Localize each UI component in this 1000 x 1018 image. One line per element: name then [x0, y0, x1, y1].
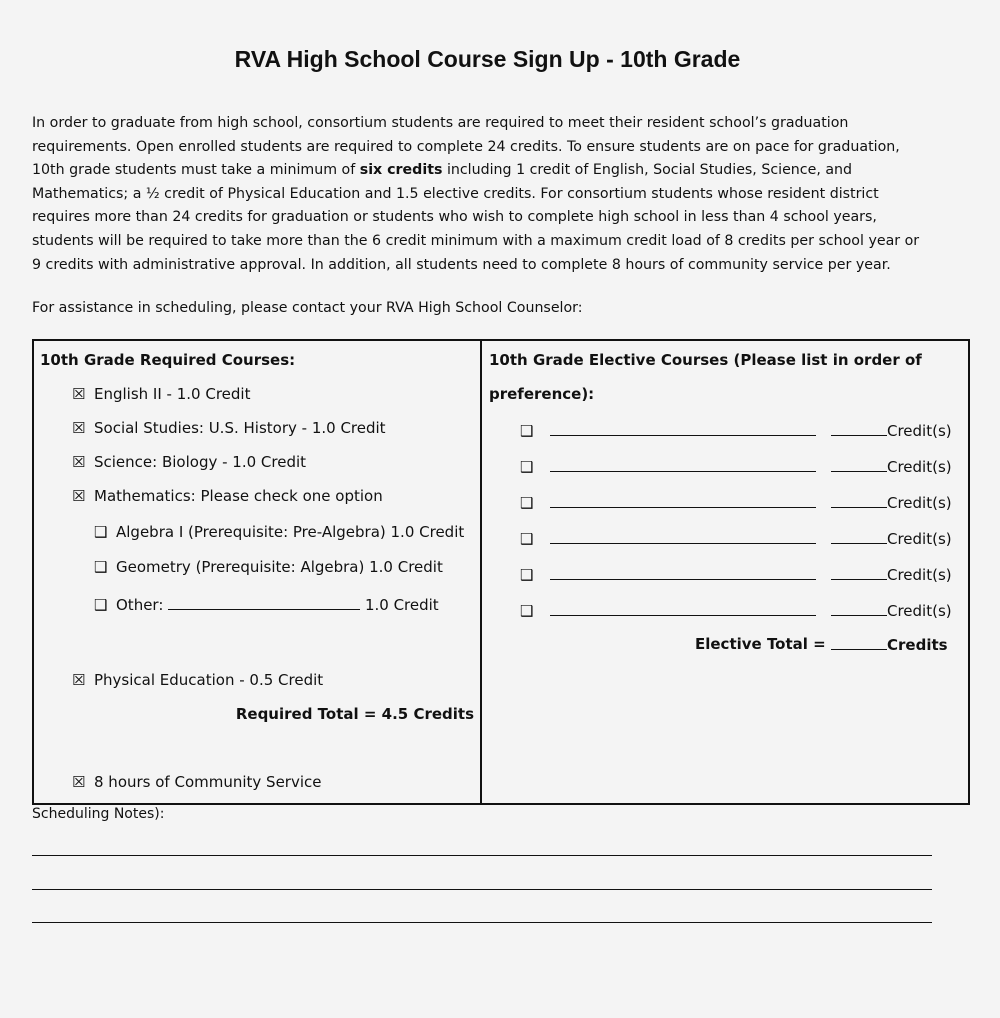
checked-box-icon[interactable]: ☒: [72, 773, 86, 791]
elective-total-label: Elective Total =: [695, 635, 826, 653]
course-table: [32, 339, 970, 805]
item-label: Algebra I (Prerequisite: Pre-Algebra) 1.0 Credit: [116, 523, 465, 541]
elective-credit-blank[interactable]: [831, 565, 887, 580]
checked-box-icon[interactable]: ☒: [72, 419, 86, 437]
required-item: [72, 487, 383, 505]
elective-row: [520, 601, 952, 620]
unchecked-box-icon[interactable]: ❑: [520, 422, 534, 440]
elective-course-blank[interactable]: [550, 601, 816, 616]
elective-row: [520, 421, 952, 440]
item-label: Social Studies: U.S. History - 1.0 Credit: [94, 419, 386, 437]
item-label: Science: Biology - 1.0 Credit: [94, 453, 307, 471]
unchecked-box-icon[interactable]: ❑: [94, 523, 108, 541]
math-option: [94, 523, 464, 541]
elective-heading-2: preference):: [489, 385, 595, 403]
checked-box-icon[interactable]: ☒: [72, 453, 86, 471]
service-item: [72, 773, 322, 791]
elective-row: [520, 457, 952, 476]
elective-credit-blank[interactable]: [831, 493, 887, 508]
elective-total: [831, 635, 948, 654]
unchecked-box-icon[interactable]: ❑: [94, 596, 108, 614]
unchecked-box-icon[interactable]: ❑: [520, 458, 534, 476]
intro-bold: six credits: [359, 162, 443, 179]
credit-label: Credit(s): [887, 530, 952, 548]
credit-label: Credit(s): [887, 494, 952, 512]
elective-row: [520, 493, 952, 512]
credit-label: Credit(s): [887, 422, 952, 440]
elective-credit-blank[interactable]: [831, 421, 887, 436]
required-item: [72, 385, 250, 403]
unchecked-box-icon[interactable]: ❑: [520, 494, 534, 512]
elective-heading: 10th Grade Elective Courses (Please list in order of: [489, 351, 922, 369]
item-label: Other:: [116, 596, 164, 614]
elective-total-blank[interactable]: [831, 635, 887, 650]
item-label: 8 hours of Community Service: [94, 773, 322, 791]
credit-label: 1.0 Credit: [364, 596, 439, 614]
math-option: [94, 595, 439, 614]
other-course-blank[interactable]: [168, 595, 360, 610]
intro-text-2: including 1 credit of English, Social Studies, Science, and Mathematics; a ½ credit of Physical Education and 1.5 elective credits. For consortium students whose resident district requires more than 24 credits for graduation or students who wish to complete high school in less than 4 school years, students will be required to take more than the 6 credit minimum with a maximum credit load of 8 credits per school year or 9 credits with administrative approval. In addition, all students need to complete 8 hours of community service per year.: [32, 162, 920, 273]
elective-credit-blank[interactable]: [831, 457, 887, 472]
item-label: English II - 1.0 Credit: [94, 385, 251, 403]
unchecked-box-icon[interactable]: ❑: [94, 558, 108, 576]
math-option: [94, 558, 443, 576]
item-label: Mathematics: Please check one option: [94, 487, 383, 505]
notes-line[interactable]: [32, 855, 932, 856]
elective-course-blank[interactable]: [550, 493, 816, 508]
required-total: Required Total = 4.5 Credits: [235, 705, 474, 723]
item-label: Physical Education - 0.5 Credit: [94, 671, 324, 689]
credit-label: Credit(s): [887, 602, 952, 620]
unchecked-box-icon[interactable]: ❑: [520, 566, 534, 584]
intro-paragraph: [32, 112, 932, 277]
column-divider: [480, 341, 482, 803]
elective-credit-blank[interactable]: [831, 529, 887, 544]
required-heading: 10th Grade Required Courses:: [40, 351, 296, 369]
unchecked-box-icon[interactable]: ❑: [520, 602, 534, 620]
credit-label: Credit(s): [887, 458, 952, 476]
page-title: RVA High School Course Sign Up - 10th Grade: [234, 46, 741, 72]
elective-course-blank[interactable]: [550, 565, 816, 580]
elective-course-blank[interactable]: [550, 421, 816, 436]
checked-box-icon[interactable]: ☒: [72, 671, 86, 689]
elective-course-blank[interactable]: [550, 529, 816, 544]
pe-item: [72, 671, 323, 689]
notes-line[interactable]: [32, 889, 932, 890]
required-item: [72, 453, 306, 471]
notes-label: Scheduling Notes):: [32, 806, 165, 822]
notes-line[interactable]: [32, 922, 932, 923]
elective-row: [520, 529, 952, 548]
elective-credit-blank[interactable]: [831, 601, 887, 616]
unchecked-box-icon[interactable]: ❑: [520, 530, 534, 548]
required-item: [72, 419, 386, 437]
credits-label: Credits: [887, 636, 948, 654]
intro-text: In order to graduate from high school, consortium students are required to meet their resident school’s graduation requirements. Open enrolled students are required to complete 24 credits. To ensure students are on pace for graduation, 10th grade students must take a minimum of: [32, 115, 900, 179]
item-label: Geometry (Prerequisite: Algebra) 1.0 Credit: [116, 558, 443, 576]
checked-box-icon[interactable]: ☒: [72, 385, 86, 403]
contact-text: For assistance in scheduling, please contact your RVA High School Counselor:: [32, 300, 583, 316]
elective-course-blank[interactable]: [550, 457, 816, 472]
credit-label: Credit(s): [887, 566, 952, 584]
elective-row: [520, 565, 952, 584]
checked-box-icon[interactable]: ☒: [72, 487, 86, 505]
